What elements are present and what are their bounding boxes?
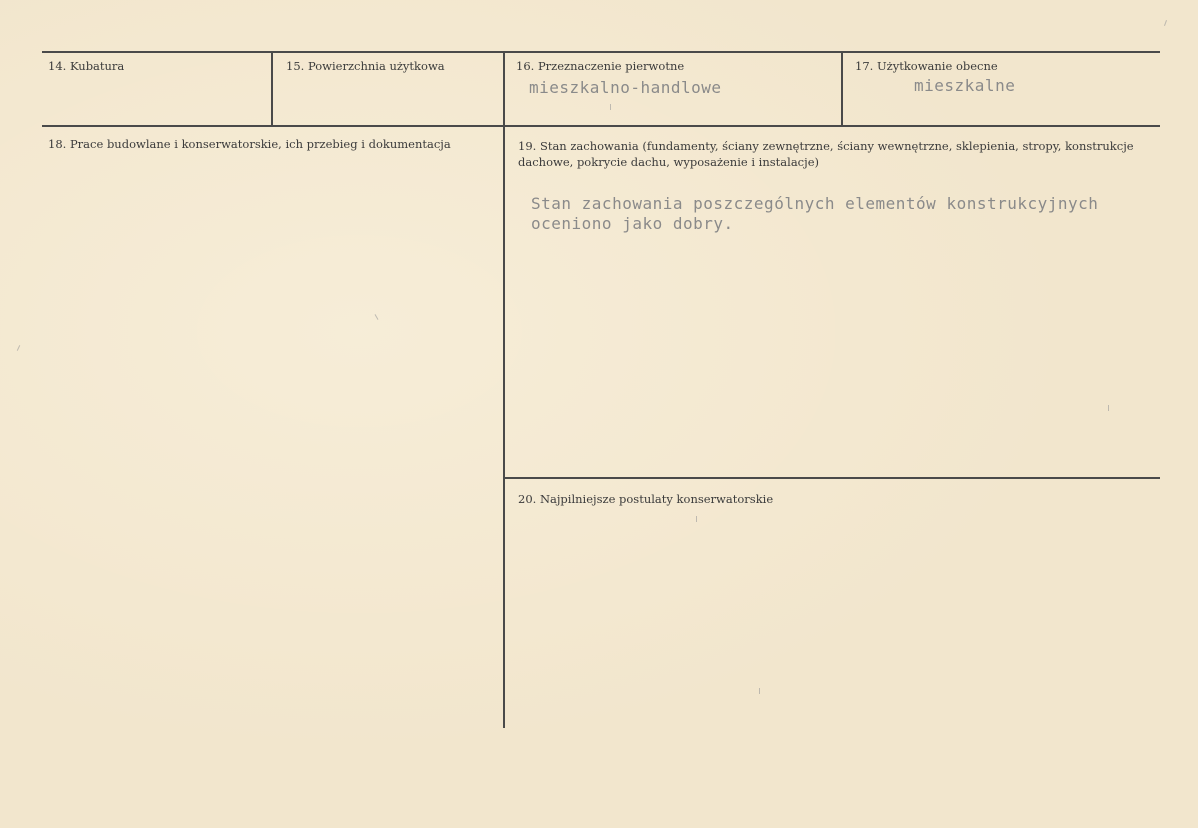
field-19-label-line2: dachowe, pokrycie dachu, wyposażenie i instalacje) [518, 155, 819, 169]
divider-15-16 [503, 51, 505, 125]
paper-speck [610, 104, 611, 110]
paper-speck [696, 516, 697, 522]
field-16-label: 16. Przeznaczenie pierwotne [516, 59, 685, 73]
paper-speck [759, 688, 760, 694]
field-14-label: 14. Kubatura [48, 59, 125, 73]
paper-speck [17, 345, 20, 351]
field-17-label: 17. Użytkowanie obecne [855, 59, 998, 73]
field-18-label: 18. Prace budowlane i konserwatorskie, ich przebieg i dokumentacja [48, 137, 451, 151]
field-19-label-line1: 19. Stan zachowania (fundamenty, ściany zewnętrzne, ściany wewnętrzne, sklepienia, stropy, konstrukcje [518, 139, 1134, 153]
field-17-value: mieszkalne [914, 76, 1016, 95]
paper-speck [375, 314, 379, 320]
field-19-value-line2: oceniono jako dobry. [531, 214, 734, 233]
divider-18-19 [503, 125, 505, 728]
divider-16-17 [841, 51, 843, 125]
rule-third [503, 477, 1160, 479]
field-15-label: 15. Powierzchnia użytkowa [286, 59, 445, 73]
field-20-label: 20. Najpilniejsze postulaty konserwatorskie [518, 492, 774, 506]
field-16-value: mieszkalno-handlowe [529, 78, 722, 97]
rule-second [42, 125, 1160, 127]
paper-speck [1108, 405, 1109, 411]
divider-14-15 [271, 51, 273, 125]
field-19-value-line1: Stan zachowania poszczególnych elementów konstrukcyjnych [531, 194, 1099, 213]
paper-speck [1164, 20, 1167, 26]
rule-top [42, 51, 1160, 53]
